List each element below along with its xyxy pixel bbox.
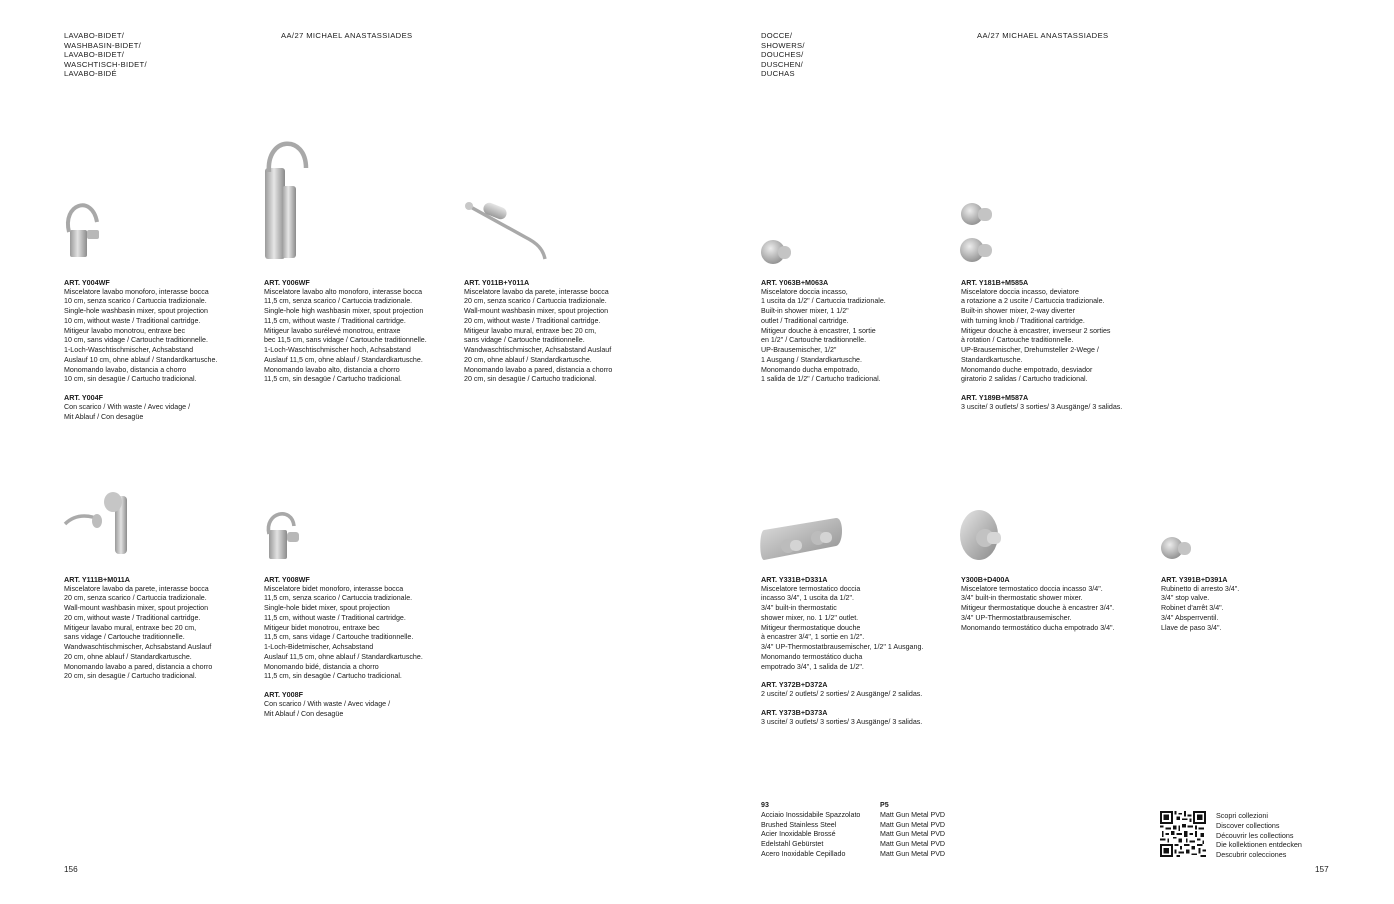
product-y011 — [464, 278, 654, 385]
variant-code: ART. Y373B+D373A — [761, 707, 828, 717]
product-y063 — [761, 278, 951, 385]
product-y008wf — [264, 575, 454, 719]
right-page-number: 157 — [1315, 865, 1329, 874]
product-description: Rubinetto di arresto 3/4". 3/4" stop valve. Robinet d'arrêt 3/4". 3/4" Absperrventil. Llave de paso 3/4". — [1161, 584, 1240, 632]
left-collection-title: AA/27 MICHAEL ANASTASSIADES — [281, 31, 413, 40]
product-y331 — [761, 575, 951, 727]
product-code: ART. Y391B+D391A — [1161, 575, 1228, 584]
qr-caption: Scopri collezioni Discover collections Découvrir les collections Die kollektionen entdecken Descubrir colecciones — [1216, 811, 1302, 860]
product-description: Miscelatore termostatico doccia incasso 3/4", 1 uscita da 1/2". 3/4" built-in thermostatic shower mixer, no. 1 1/2" outlet. Mitigeur thermostatique douche à encastrer 3/4", 1 sortie en 1/2". 3/4" UP-Thermostatbrausemischer, 1/2" 1 Ausgang. Monomando termostático ducha empotrado 3/4", 1 salida de 1/2". — [761, 584, 924, 671]
bidet-tap-y008wf-icon — [262, 508, 304, 560]
variant-code: ART. Y004F — [64, 393, 104, 403]
product-code: ART. Y011B+Y011A — [464, 278, 530, 287]
product-description: Miscelatore lavabo monoforo, interasse bocca 10 cm, senza scarico / Cartuccia tradizionale. Single-hole washbasin mixer, spout projection 10 cm, without waste / Traditional cartridge. Mitigeur lavabo monotrou, entraxe bec 10 cm, sans vidage / Cartouche traditionnelle. 1-Loch-Waschtischmischer, Achsabstand Auslauf 10 cm, ohne ablauf / Standardkartusche. Monomando lavabo, distancia a chorro 10 cm, sin desagüe / Cartucho tradicional. — [64, 287, 218, 384]
tap-y004wf-icon — [60, 196, 108, 258]
product-description: Miscelatore bidet monoforo, interasse bocca 11,5 cm, senza scarico / Cartuccia tradizionale. Single-hole bidet mixer, spout projection 11,5 cm, without waste / Traditional cartridge. Mitigeur bidet monotrou, entraxe bec 11,5 cm, sans vidage / Cartouche traditionnelle. 1-Loch-Bidetmischer, Achsabstand Auslauf 11,5 cm, ohne ablauf / Standardkartusche. Monomando bidé, distancia a chorro 11,5 cm, sin desagüe / Cartucho tradicional. — [264, 584, 423, 681]
product-description: Miscelatore doccia incasso, 1 uscita da 1/2" / Cartuccia tradizionale. Built-in shower mixer, 1 1/2" outlet / Traditional cartridge. Mitigeur douche à encastrer, 1 sortie en 1/2" / Cartouche traditionnelle. UP-Brausemischer, 1/2" 1 Ausgang / Standardkartusche. Monomando ducha empotrado, 1 salida de 1/2" / Cartucho tradicional. — [761, 287, 886, 384]
right-section-title: DOCCE/ SHOWERS/ DOUCHES/ DUSCHEN/ DUCHAS — [761, 31, 805, 79]
product-code: ART. Y331B+D331A — [761, 575, 828, 584]
variant-code: ART. Y372B+D372A — [761, 680, 828, 690]
product-variant: ART. Y372B+D372A 2 uscite/ 2 outlets/ 2 sorties/ 2 Ausgänge/ 2 salidas. — [761, 680, 951, 699]
product-code: ART. Y063B+M063A — [761, 278, 829, 287]
product-y391 — [1161, 575, 1351, 633]
product-description: Miscelatore termostatico doccia incasso 3/4". 3/4" built-in thermostatic shower mixer. Mitigeur thermostatique douche à encastrer 3/4". 3/4" UP-Thermostatbrausemischer. Monomando termostático ducha empotrado 3/4". — [961, 584, 1115, 632]
thermostat-plate-y331-icon — [760, 514, 846, 564]
product-y181 — [961, 278, 1151, 413]
product-description: Miscelatore lavabo da parete, interasse bocca 20 cm, senza scarico / Cartuccia tradizionale. Wall-mount washbasin mixer, spout projection 20 cm, without waste / Traditional cartridge. Mitigeur lavabo mural, entraxe bec 20 cm, sans vidage / Cartouche traditionnelle. Wandwaschtischmischer, Achsabstand Auslauf 20 cm, ohne ablauf / Standardkartusche. Monomando lavabo a pared, distancia a chorro 20 cm, sin desagüe / Cartucho tradicional. — [464, 287, 613, 384]
finish-code: 93 — [761, 801, 769, 809]
variant-code: ART. Y008F — [264, 690, 304, 700]
product-y300 — [961, 575, 1151, 633]
product-variant: ART. Y189B+M587A 3 uscite/ 3 outlets/ 3 sorties/ 3 Ausgänge/ 3 salidas. — [961, 393, 1151, 412]
finish-p5: P5 Matt Gun Metal PVD Matt Gun Metal PVD Matt Gun Metal PVD Matt Gun Metal PVD Matt Gun Metal PVD — [880, 801, 946, 858]
product-code: ART. Y006WF — [264, 278, 310, 287]
qr-code-icon[interactable] — [1160, 811, 1206, 857]
product-description: Miscelatore doccia incasso, deviatore a rotazione a 2 uscite / Cartuccia tradizionale. Built-in shower mixer, 2-way diverter with turning knob / Traditional cartridge. Mitigeur douche à encastrer, inverseur 2 sorties à rotation / Cartouche traditionnelle. UP-Brausemischer, Drehumsteller 2-Wege / Standardkartusche. Monomando duche empotrado, desviador giratorio 2 salidas / Cartucho tradicional. — [961, 287, 1111, 384]
product-y004wf — [64, 278, 254, 422]
product-code: ART. Y111B+M011A — [64, 575, 130, 584]
product-variant: ART. Y373B+D373A 3 uscite/ 3 outlets/ 3 sorties/ 3 Ausgänge/ 3 salidas. — [761, 708, 951, 727]
double-knob-y181-icon — [960, 200, 996, 266]
product-description: Miscelatore lavabo alto monoforo, interasse bocca 11,5 cm, senza scarico / Cartuccia tradizionale. Single-hole high washbasin mixer, spout projection 11,5 cm, without waste / Traditional cartridge. Mitigeur lavabo surélevé monotrou, entraxe bec 11,5 cm, sans vidage / Cartouche traditionnelle. 1-Loch-Waschtischmischer hoch, Achsabstand Auslauf 11,5 cm, ohne ablauf / Standardkartusche. Monomando lavabo alto, distancia a chorro 11,5 cm, sin desagüe / Cartucho tradicional. — [264, 287, 427, 384]
product-code: ART. Y004WF — [64, 278, 110, 287]
thermostat-round-y300-icon — [959, 508, 1005, 562]
product-variant: ART. Y004F Con scarico / With waste / Avec vidage / Mit Ablauf / Con desagüe — [64, 393, 254, 422]
product-code: ART. Y181B+M585A — [961, 278, 1029, 287]
stop-valve-y391-icon — [1160, 532, 1194, 564]
product-y006wf — [264, 278, 454, 385]
variant-code: ART. Y189B+M587A — [961, 393, 1029, 403]
product-code: Y300B+D400A — [961, 575, 1010, 584]
spout-y011-icon — [463, 197, 553, 263]
product-code: ART. Y008WF — [264, 575, 310, 584]
finish-code: P5 — [880, 801, 889, 809]
product-variant: ART. Y008F Con scarico / With waste / Avec vidage / Mit Ablauf / Con desagüe — [264, 690, 454, 719]
product-description: Miscelatore lavabo da parete, interasse bocca 20 cm, senza scarico / Cartuccia tradizionale. Wall-mount washbasin mixer, spout projection 20 cm, without waste / Traditional cartridge. Mitigeur lavabo mural, entraxe bec 20 cm, sans vidage / Cartouche traditionnelle. Wandwaschtischmischer, Achsabstand Auslauf 20 cm, ohne ablauf / Standardkartusche. Monomando lavabo a pared, distancia a chorro 20 cm, sin desagüe / Cartucho tradicional. — [64, 584, 213, 681]
left-page-number: 156 — [64, 865, 78, 874]
product-y111 — [64, 575, 254, 682]
finish-93: 93 Acciaio Inossidabile Spazzolato Brushed Stainless Steel Acier Inoxidable Brossé Edelstahl Gebürstet Acero Inoxidable Cepillado — [761, 801, 861, 858]
knob-y063-icon — [760, 236, 794, 268]
left-section-title: LAVABO-BIDET/ WASHBASIN-BIDET/ LAVABO-BIDET/ WASCHTISCH-BIDET/ LAVABO-BIDÉ — [64, 31, 147, 79]
wall-mixer-y111-icon — [63, 490, 133, 558]
right-collection-title: AA/27 MICHAEL ANASTASSIADES — [977, 31, 1109, 40]
tap-y006wf-icon — [260, 140, 312, 260]
